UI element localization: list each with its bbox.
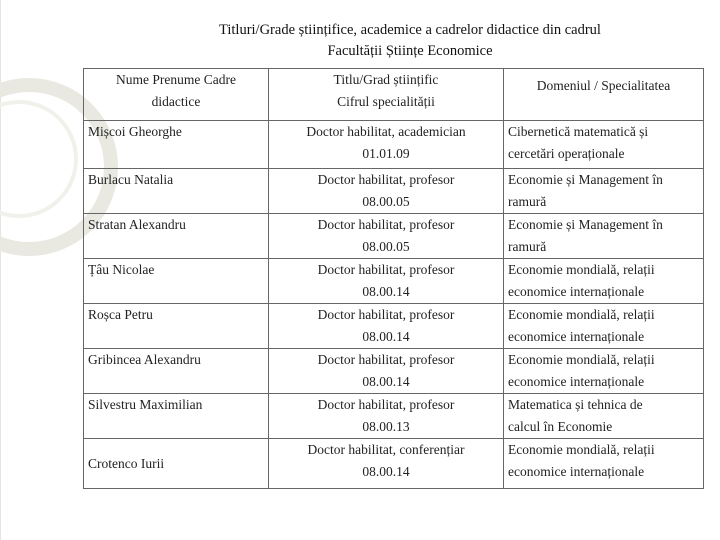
cell-code: 08.00.05	[362, 239, 410, 254]
cell-domain-line2: economice internaționale	[508, 329, 645, 344]
cell-domain-line1: Matematica și tehnica de	[508, 397, 643, 412]
cell-title-text: Doctor habilitat, profesor	[317, 307, 455, 322]
cell-domain	[504, 394, 704, 439]
cell-title	[269, 304, 504, 349]
cell-title-text: Doctor habilitat, profesor	[317, 217, 455, 232]
cell-domain-line2: cercetări operaționale	[508, 146, 625, 161]
cell-domain-line1: Economie mondială, relații	[508, 262, 655, 277]
table-row	[84, 214, 704, 259]
cell-code: 08.00.14	[362, 464, 410, 479]
cell-title	[269, 259, 504, 304]
cell-domain-line1: Cibernetică matematică și	[508, 124, 649, 139]
cell-name: Burlacu Natalia	[84, 169, 269, 214]
cell-title-text: Doctor habilitat, academician	[306, 124, 466, 139]
cell-domain-line2: economice internaționale	[508, 284, 645, 299]
cell-domain-line2: ramură	[508, 194, 547, 209]
header-title-line1: Titlu/Grad științific	[333, 72, 439, 87]
cell-domain-line2: calcul în Economie	[508, 419, 613, 434]
cell-title-text: Doctor habilitat, profesor	[317, 397, 455, 412]
header-title	[269, 69, 504, 121]
cell-code: 08.00.13	[362, 419, 410, 434]
cell-domain	[504, 349, 704, 394]
table-row	[84, 394, 704, 439]
cell-name: Stratan Alexandru	[84, 214, 269, 259]
page-title-line2: Facultății Științe Economice	[327, 43, 493, 59]
cell-domain-line1: Economie și Management în	[508, 217, 663, 232]
table-row	[84, 304, 704, 349]
cell-title-text: Doctor habilitat, profesor	[317, 172, 455, 187]
page-title-line1: Titluri/Grade științifice, academice a cadrelor didactice din cadrul	[219, 22, 601, 38]
faculty-table	[83, 68, 704, 489]
cell-code: 08.00.14	[362, 329, 410, 344]
page-title	[100, 20, 720, 62]
header-name-line1: Nume Prenume Cadre	[116, 72, 236, 87]
cell-domain-line1: Economie mondială, relații	[508, 307, 655, 322]
cell-title	[269, 439, 504, 489]
cell-title-text: Doctor habilitat, conferențiar	[307, 442, 465, 457]
header-domain	[504, 69, 704, 121]
cell-code: 08.00.05	[362, 194, 410, 209]
cell-title	[269, 214, 504, 259]
cell-name: Gribincea Alexandru	[84, 349, 269, 394]
header-title-line2: Cifrul specialității	[337, 94, 435, 109]
slide-edge-line	[0, 0, 1, 540]
cell-domain	[504, 304, 704, 349]
table-row	[84, 121, 704, 169]
cell-domain-line1: Economie și Management în	[508, 172, 663, 187]
table-row	[84, 169, 704, 214]
cell-code: 08.00.14	[362, 374, 410, 389]
cell-title	[269, 394, 504, 439]
table-row	[84, 349, 704, 394]
cell-domain-line1: Economie mondială, relații	[508, 442, 655, 457]
header-name-line2: didactice	[151, 94, 201, 109]
table-row	[84, 259, 704, 304]
cell-domain-line2: economice internaționale	[508, 464, 645, 479]
cell-title-text: Doctor habilitat, profesor	[317, 352, 455, 367]
cell-domain	[504, 259, 704, 304]
cell-code: 01.01.09	[362, 146, 410, 161]
cell-domain-line2: ramură	[508, 239, 547, 254]
cell-title	[269, 169, 504, 214]
cell-name: Roșca Petru	[84, 304, 269, 349]
cell-name: Crotenco Iurii	[84, 439, 269, 489]
header-name	[84, 69, 269, 121]
cell-domain	[504, 439, 704, 489]
cell-code: 08.00.14	[362, 284, 410, 299]
cell-domain	[504, 121, 704, 169]
table-row	[84, 439, 704, 489]
cell-domain-line2: economice internaționale	[508, 374, 645, 389]
cell-name: Țâu Nicolae	[84, 259, 269, 304]
cell-name: Silvestru Maximilian	[84, 394, 269, 439]
header-domain-label: Domeniul / Specialitatea	[536, 78, 671, 93]
cell-title	[269, 121, 504, 169]
cell-title	[269, 349, 504, 394]
cell-domain	[504, 169, 704, 214]
cell-name: Mișcoi Gheorghe	[84, 121, 269, 169]
cell-domain	[504, 214, 704, 259]
table-header-row	[84, 69, 704, 121]
cell-domain-line1: Economie mondială, relații	[508, 352, 655, 367]
cell-title-text: Doctor habilitat, profesor	[317, 262, 455, 277]
